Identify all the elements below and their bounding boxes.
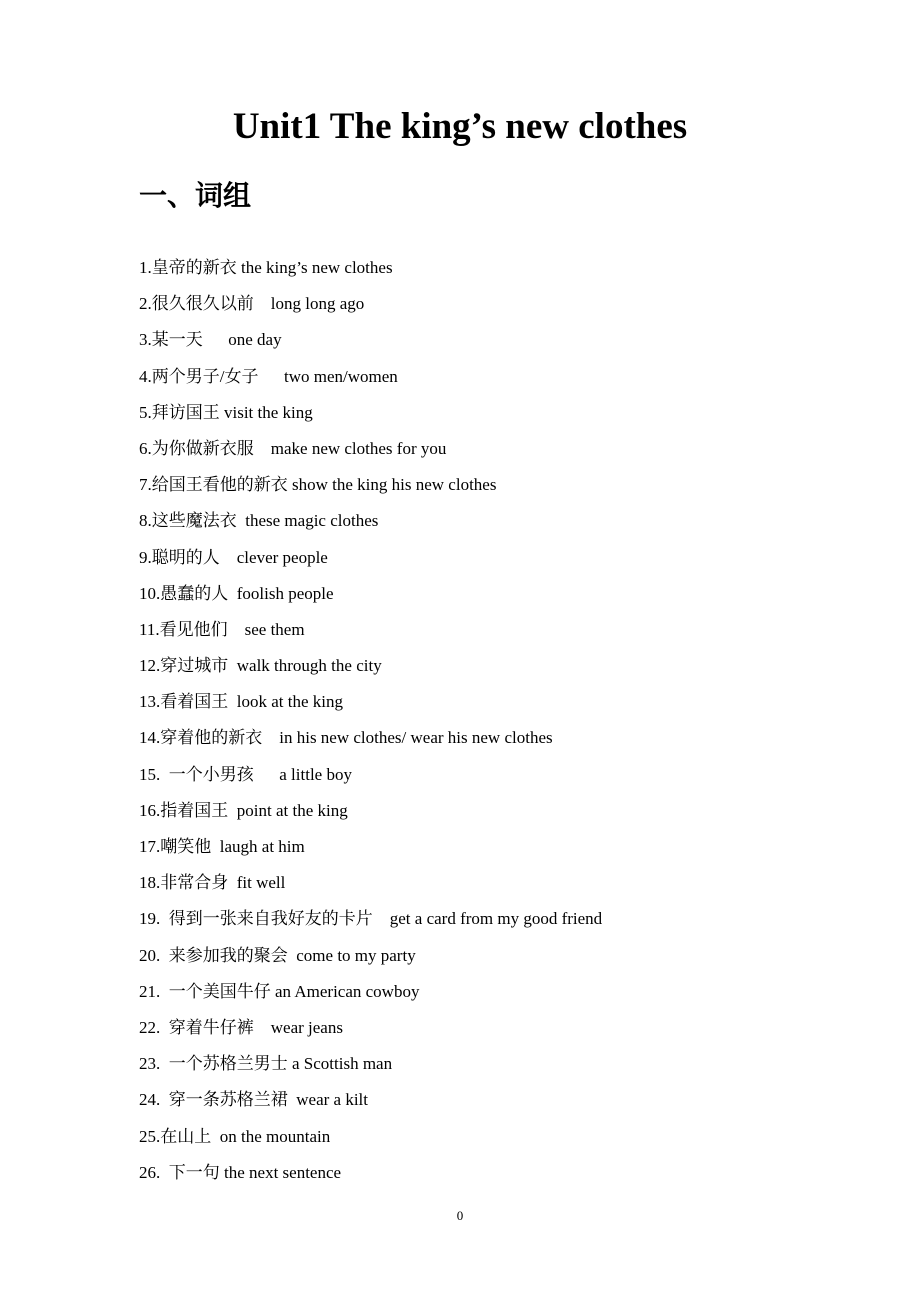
phrase-item: 3.某一天 one day [139, 330, 282, 350]
phrase-item: 21. 一个美国牛仔 an American cowboy [139, 981, 420, 1001]
phrase-item: 4.两个男子/女子 two men/women [139, 366, 398, 386]
phrase-item: 9.聪明的人 clever people [139, 547, 328, 567]
phrase-item: 11.看见他们 see them [139, 619, 305, 639]
phrase-item: 25.在山上 on the mountain [139, 1126, 331, 1146]
phrase-item: 8.这些魔法衣 these magic clothes [139, 511, 379, 531]
phrase-item: 12.穿过城市 walk through the city [139, 656, 382, 676]
phrase-item: 26. 下一句 the next sentence [139, 1162, 342, 1182]
section-heading: 一、词组 [139, 179, 252, 212]
page-title: Unit1 The king’s new clothes [232, 106, 688, 147]
phrase-item: 17.嘲笑他 laugh at him [139, 837, 305, 856]
phrase-item: 7.给国王看他的新衣 show the king his new clothes [139, 475, 497, 495]
phrase-list [139, 250, 839, 1191]
phrase-item: 24. 穿一条苏格兰裙 wear a kilt [139, 1090, 368, 1110]
phrase-item: 10.愚蠢的人 foolish people [139, 583, 334, 603]
phrase-item: 22. 穿着牛仔裤 wear jeans [139, 1017, 343, 1037]
phrase-item: 19. 得到一张来自我好友的卡片 get a card from my good friend [139, 909, 603, 929]
phrase-item: 1.皇帝的新衣 the king’s new clothes [139, 258, 393, 277]
phrase-item: 14.穿着他的新衣 in his new clothes/ wear his new clothes [139, 728, 553, 748]
phrase-item: 6.为你做新衣服 make new clothes for you [139, 438, 447, 458]
phrase-item: 2.很久很久以前 long long ago [139, 294, 365, 314]
page-number: 0 [456, 1208, 464, 1223]
phrase-item: 5.拜访国王 visit the king [139, 402, 313, 422]
phrase-item: 16.指着国王 point at the king [139, 800, 348, 820]
phrase-item: 20. 来参加我的聚会 come to my party [139, 945, 416, 965]
phrase-item: 18.非常合身 fit well [139, 873, 286, 893]
phrase-item: 13.看着国王 look at the king [139, 692, 343, 712]
phrase-item: 15. 一个小男孩 a little boy [139, 764, 352, 784]
phrase-item: 23. 一个苏格兰男士 a Scottish man [139, 1054, 393, 1074]
